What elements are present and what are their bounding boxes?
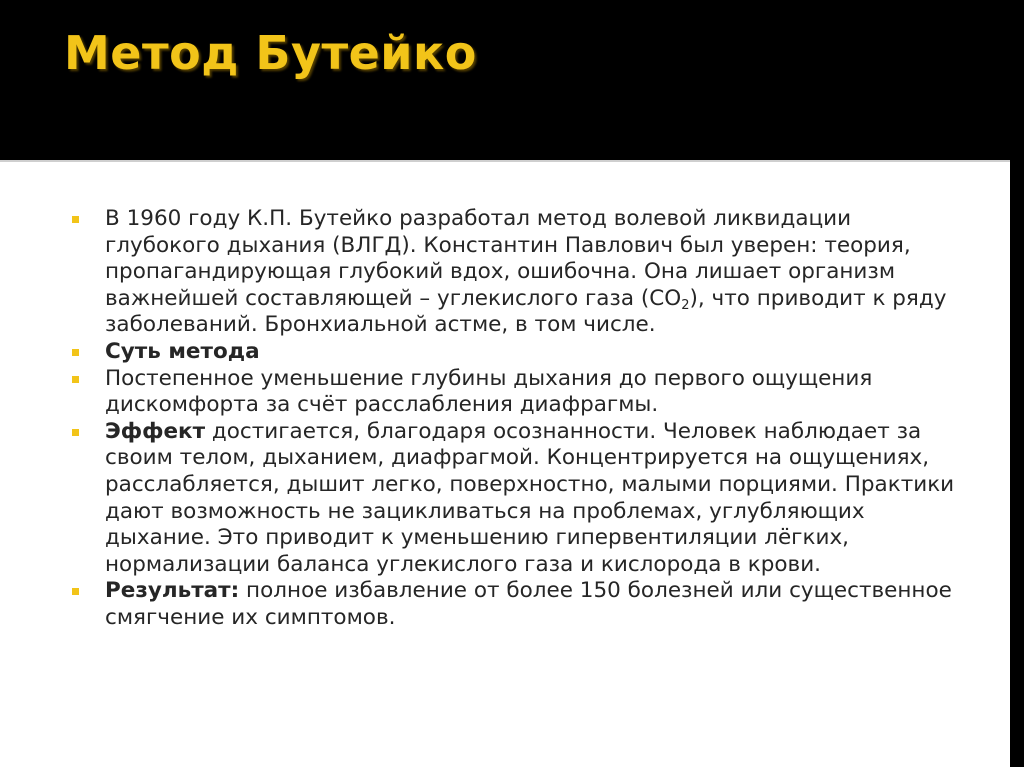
bullet-list <box>70 206 970 632</box>
square-bullet-icon <box>72 429 79 436</box>
content-panel <box>0 160 1010 767</box>
square-bullet-icon <box>72 349 79 356</box>
square-bullet-icon <box>72 216 79 223</box>
history-text-part1: В 1960 году К.П. Бутейко разработал метод волевой ликвидации глубокого дыхания (ВЛГД). Константин Павлович был уверен: теория, пропагандирующая глубокий вдох, ошибочна. Она лишает организм важнейшей составляющей – углекислого газа (CO <box>105 206 911 311</box>
effect-text: достигается, благодаря осознанности. Человек наблюдает за своим телом, дыханием, диафрагмой. Концентрируется на ощущениях, расслабляется, дышит легко, поверхностно, малыми порциями. Практики дают возможность не зацикливаться на проблемах, углубляющих дыхание. Это приводит к уменьшению гипервентиляции лёгких, нормализации баланса углекислого газа и кислорода в крови. <box>105 418 955 577</box>
effect-heading: Эффект <box>105 418 206 444</box>
bullet-history <box>70 206 970 339</box>
right-edge-strip <box>1010 160 1024 767</box>
bullet-method-description <box>70 366 970 419</box>
result-heading: Результат: <box>105 578 240 604</box>
bullet-result <box>70 578 970 631</box>
co2-subscript: 2 <box>681 297 690 313</box>
square-bullet-icon <box>72 376 79 383</box>
result-text: полное избавление от более 150 болезней или существенное смягчение их симптомов. <box>105 578 952 630</box>
slide-title: Метод Бутейко <box>64 26 477 80</box>
method-essence-heading: Суть метода <box>105 338 260 364</box>
bullet-method-essence <box>70 339 970 366</box>
slide-header <box>0 0 1024 160</box>
method-description-text: Постепенное уменьшение глубины дыхания до первого ощущения дискомфорта за счёт расслабления диафрагмы. <box>105 365 873 418</box>
square-bullet-icon <box>72 588 79 595</box>
bullet-effect <box>70 419 970 579</box>
history-text-part2: ), что приводит к ряду заболеваний. Бронхиальной астме, в том числе. <box>105 285 947 338</box>
